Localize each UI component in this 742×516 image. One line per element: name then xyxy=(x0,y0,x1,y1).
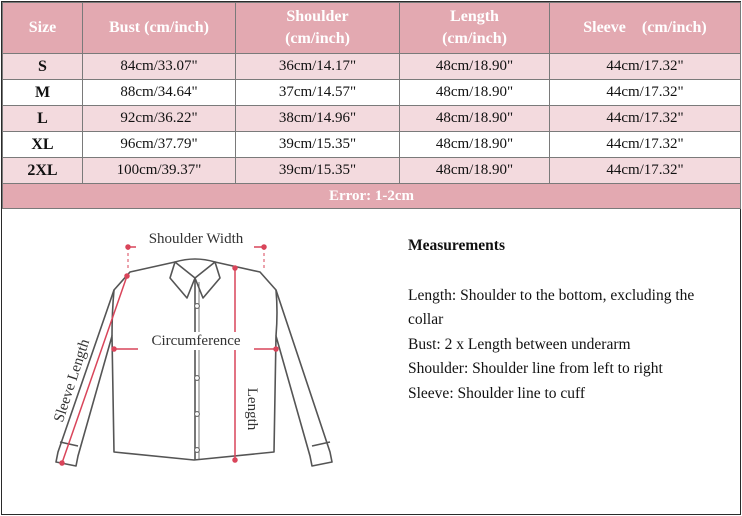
error-tolerance-note: Error: 1-2cm xyxy=(3,184,741,209)
header-shoulder xyxy=(236,3,400,54)
measurements-notes xyxy=(408,234,738,406)
table-row xyxy=(3,158,741,184)
cell-shoulder: 39cm/15.35" xyxy=(236,158,400,184)
header-length-line1: Length xyxy=(450,8,499,25)
measure-shoulder: Shoulder: Shoulder line from left to right xyxy=(408,360,663,377)
cell-size: L xyxy=(3,106,83,132)
header-length-line2: (cm/inch) xyxy=(442,30,507,47)
cell-length: 48cm/18.90" xyxy=(400,54,550,80)
measure-length-line1: Length: Shoulder to the bottom, excluding the xyxy=(408,286,695,304)
cell-size: XL xyxy=(3,132,83,158)
circumference-label: Circumference xyxy=(151,333,241,349)
measure-sleeve: Sleeve: Shoulder line to cuff xyxy=(408,384,586,402)
header-sleeve: Sleeve (cm/inch) xyxy=(550,3,741,54)
button-icon xyxy=(195,412,200,417)
cell-sleeve: 44cm/17.32" xyxy=(550,54,741,80)
cell-shoulder: 38cm/14.96" xyxy=(236,106,400,132)
cell-bust: 84cm/33.07" xyxy=(83,54,236,80)
table-row xyxy=(3,80,741,106)
cell-bust: 96cm/37.79" xyxy=(83,132,236,158)
cell-shoulder: 37cm/14.57" xyxy=(236,80,400,106)
header-size: Size xyxy=(3,3,83,54)
sleeve-length-label: Sleeve Length xyxy=(51,337,94,425)
cell-shoulder: 36cm/14.17" xyxy=(236,54,400,80)
cell-shoulder: 39cm/15.35" xyxy=(236,132,400,158)
table-header-row xyxy=(3,3,741,54)
cell-length: 48cm/18.90" xyxy=(400,106,550,132)
button-icon xyxy=(195,376,200,381)
shoulder-width-label: Shoulder Width xyxy=(148,231,244,247)
cell-bust: 88cm/34.64" xyxy=(83,80,236,106)
cell-sleeve: 44cm/17.32" xyxy=(550,132,741,158)
button-icon xyxy=(195,448,200,453)
measurements-title: Measurements xyxy=(408,237,505,254)
cell-sleeve: 44cm/17.32" xyxy=(550,80,741,106)
shirt-diagram-svg xyxy=(42,220,362,482)
size-chart-sheet xyxy=(1,1,741,515)
cell-size: M xyxy=(3,80,83,106)
cell-length: 48cm/18.90" xyxy=(400,158,550,184)
button-icon xyxy=(195,304,200,309)
header-length xyxy=(400,3,550,54)
cell-length: 48cm/18.90" xyxy=(400,132,550,158)
size-table xyxy=(2,2,741,209)
measure-length-line2: collar xyxy=(408,311,444,328)
header-shoulder-line1: Shoulder xyxy=(286,8,349,25)
table-row xyxy=(3,132,741,158)
cell-size: S xyxy=(3,54,83,80)
header-shoulder-line2: (cm/inch) xyxy=(285,30,350,47)
measure-bust: Bust: 2 x Length between underarm xyxy=(408,335,631,353)
length-label: Length xyxy=(244,387,260,431)
cell-size: 2XL xyxy=(3,158,83,184)
cell-length: 48cm/18.90" xyxy=(400,80,550,106)
table-row xyxy=(3,54,741,80)
cell-sleeve: 44cm/17.32" xyxy=(550,106,741,132)
shirt-measurement-diagram xyxy=(42,220,362,482)
table-footer-row xyxy=(3,184,741,209)
cell-bust: 92cm/36.22" xyxy=(83,106,236,132)
cell-bust: 100cm/39.37" xyxy=(83,158,236,184)
cell-sleeve: 44cm/17.32" xyxy=(550,158,741,184)
table-row xyxy=(3,106,741,132)
header-bust: Bust (cm/inch) xyxy=(83,3,236,54)
